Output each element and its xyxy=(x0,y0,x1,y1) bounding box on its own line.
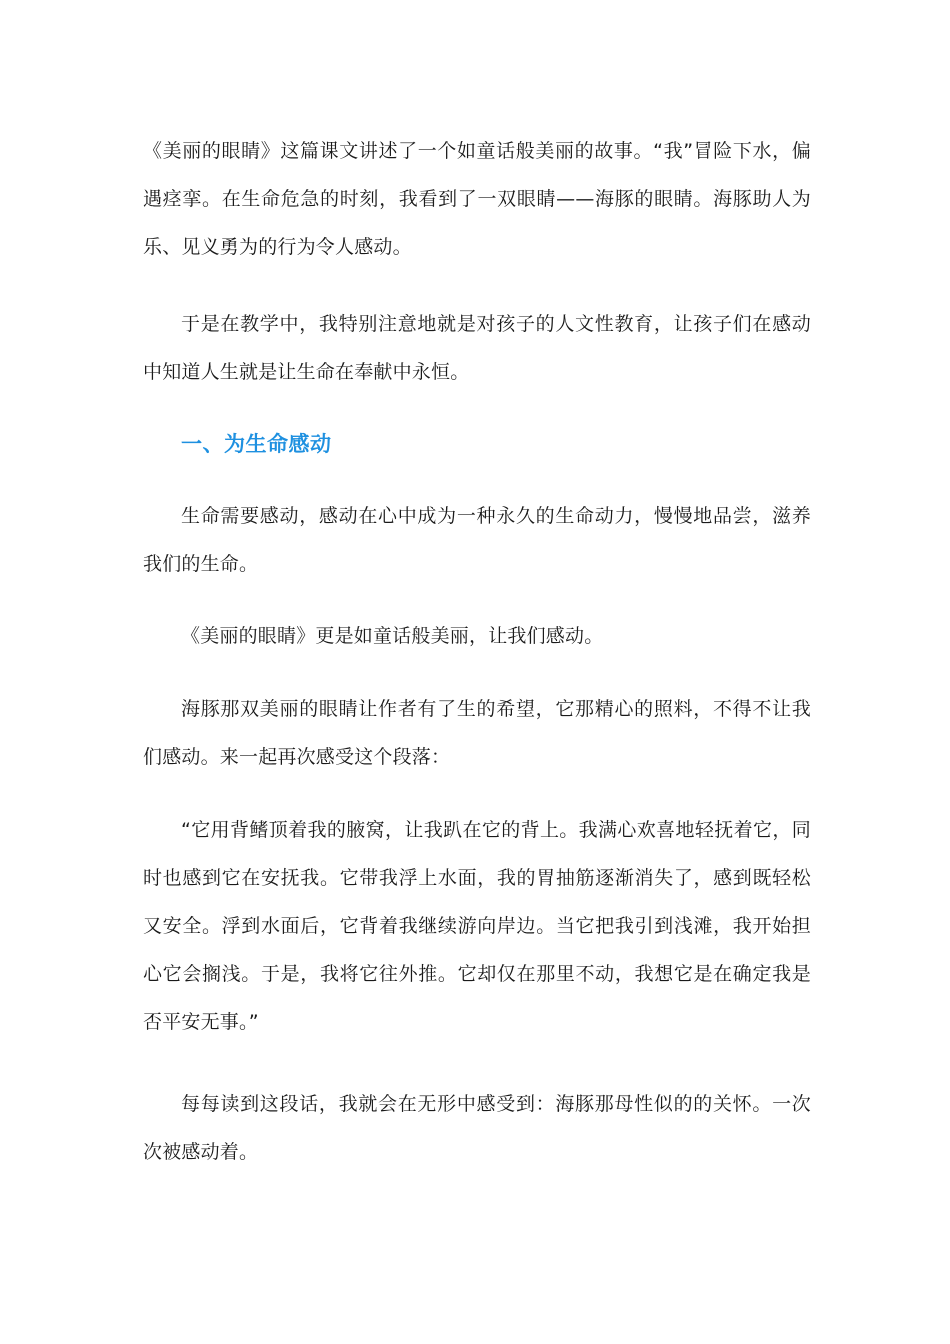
quoted-passage: “它用背鳍顶着我的腋窝，让我趴在它的背上。我满心欢喜地轻抚着它，同时也感到它在安抚我。它带我浮上水面，我的胃抽筋逐渐消失了，感到既轻松又安全。浮到水面后，它背着我继续游向岸边。当它把我引到浅滩，我开始担心它会搁浅。于是，我将它往外推。它却仅在那里不动，我想它是在确定我是否平安无事。” xyxy=(143,819,811,1033)
section-paragraph-2: 《美丽的眼睛》更是如童话般美丽，让我们感动。 xyxy=(181,625,604,647)
section-paragraph-3: 海豚那双美丽的眼睛让作者有了生的希望，它那精心的照料，不得不让我们感动。来一起再次感受这个段落： xyxy=(143,698,811,768)
section-heading: 一、为生命感动 xyxy=(181,432,332,456)
section-paragraph-1: 生命需要感动，感动在心中成为一种永久的生命动力，慢慢地品尝，滋养我们的生命。 xyxy=(143,505,811,575)
teaching-paragraph: 于是在教学中，我特别注意地就是对孩子的人文性教育，让孩子们在感动中知道人生就是让生命在奉献中永恒。 xyxy=(143,313,811,383)
intro-paragraph: 《美丽的眼睛》这篇课文讲述了一个如童话般美丽的故事。“我”冒险下水，偏遇痉挛。在生命危急的时刻，我看到了一双眼睛——海豚的眼睛。海豚助人为乐、见义勇为的行为令人感动。 xyxy=(143,140,811,258)
reflection-paragraph: 每每读到这段话，我就会在无形中感受到：海豚那母性似的的关怀。一次次被感动着。 xyxy=(143,1093,811,1163)
